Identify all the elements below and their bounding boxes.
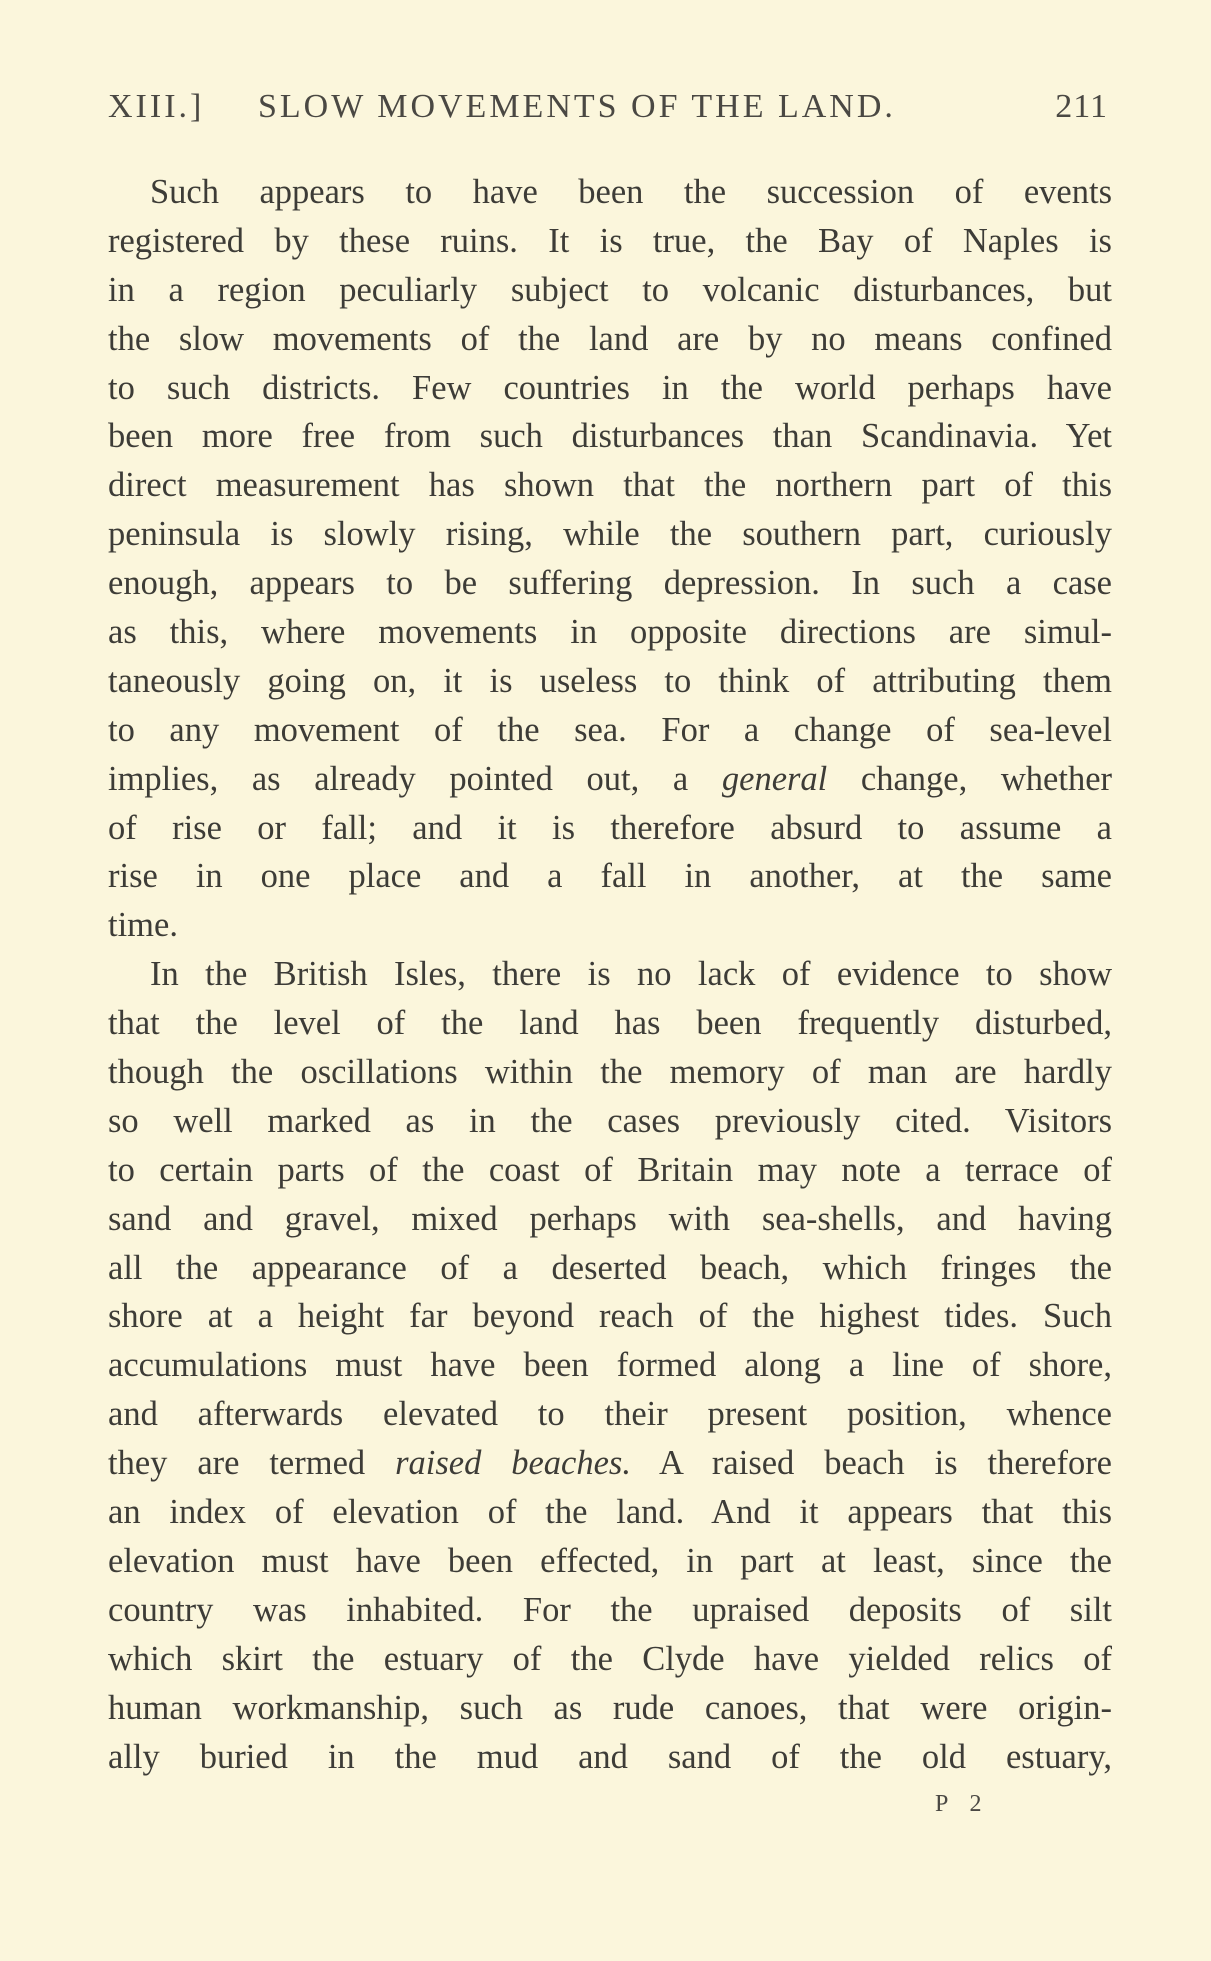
text-line: all the appearance of a deserted beach, which fringes the [108, 1248, 1112, 1287]
text-line: the slow movements of the land are by no means confined [108, 319, 1112, 358]
chapter-number: XIII.] [108, 88, 205, 125]
running-title: SLOW MOVEMENTS OF THE LAND. [258, 88, 896, 125]
paragraph [108, 168, 1112, 950]
text-line: in a region peculiarly subject to volcanic disturbances, but [108, 270, 1112, 309]
text-line: to such districts. Few countries in the world perhaps have [108, 368, 1112, 407]
text-line: elevation must have been effected, in part at least, since the [108, 1541, 1112, 1580]
text-line: and afterwards elevated to their present position, whence [108, 1395, 1112, 1434]
text-line: country was inhabited. For the upraised deposits of silt [108, 1590, 1112, 1629]
text-line: as this, where movements in opposite directions are simul- [108, 613, 1112, 652]
text-line: sand and gravel, mixed perhaps with sea-shells, and having [108, 1199, 1112, 1238]
text-line: which skirt the estuary of the Clyde have yielded relics of [108, 1639, 1112, 1678]
text-line: rise in one place and a fall in another, at the same [108, 857, 1112, 896]
text-line: to any movement of the sea. For a change of sea-level [108, 710, 1112, 749]
text-line: Such appears to have been the succession of events [150, 173, 1112, 211]
text-line: human workmanship, such as rude canoes, that were origin- [108, 1688, 1112, 1727]
text-line [108, 755, 1112, 804]
italic-term: general [721, 759, 828, 798]
text-line [108, 1439, 1112, 1488]
text-line: that the level of the land has been frequently disturbed, [108, 1004, 1112, 1043]
paragraph [108, 950, 1112, 1781]
text-line: accumulations must have been formed along a line of shore, [108, 1346, 1112, 1385]
italic-term: raised beaches. [395, 1444, 631, 1483]
text-run: A raised beach is therefore [630, 1444, 1112, 1483]
text-line: so well marked as in the cases previously cited. Visitors [108, 1101, 1112, 1140]
text-run: implies, as already pointed out, a [108, 759, 722, 798]
text-line: an index of elevation of the land. And it appears that this [108, 1493, 1112, 1532]
page-number: 211 [1055, 88, 1108, 125]
text-line: of rise or fall; and it is therefore absurd to assume a [108, 808, 1112, 847]
text-line: ally buried in the mud and sand of the old estuary, [108, 1737, 1112, 1776]
signature-mark: P 2 [935, 1791, 990, 1817]
text-line: time. [108, 906, 178, 945]
running-head [108, 88, 1108, 128]
text-run: they are termed [108, 1444, 396, 1483]
text-line: been more free from such disturbances than Scandinavia. Yet [108, 417, 1112, 456]
text-line: In the British Isles, there is no lack of evidence to show [150, 955, 1112, 994]
text-line: shore at a height far beyond reach of the highest tides. Such [108, 1297, 1112, 1336]
text-line: direct measurement has shown that the northern part of this [108, 466, 1112, 505]
text-line: taneously going on, it is useless to think of attributing them [108, 661, 1112, 700]
body-text [108, 168, 1112, 1781]
text-line: enough, appears to be suffering depression. In such a case [108, 564, 1112, 603]
text-line: peninsula is slowly rising, while the southern part, curiously [108, 515, 1112, 554]
text-line: registered by these ruins. It is true, the Bay of Naples is [108, 221, 1112, 260]
text-line: to certain parts of the coast of Britain may note a terrace of [108, 1150, 1112, 1189]
text-line: though the oscillations within the memory of man are hardly [108, 1053, 1112, 1092]
text-run: change, whether [827, 759, 1112, 798]
